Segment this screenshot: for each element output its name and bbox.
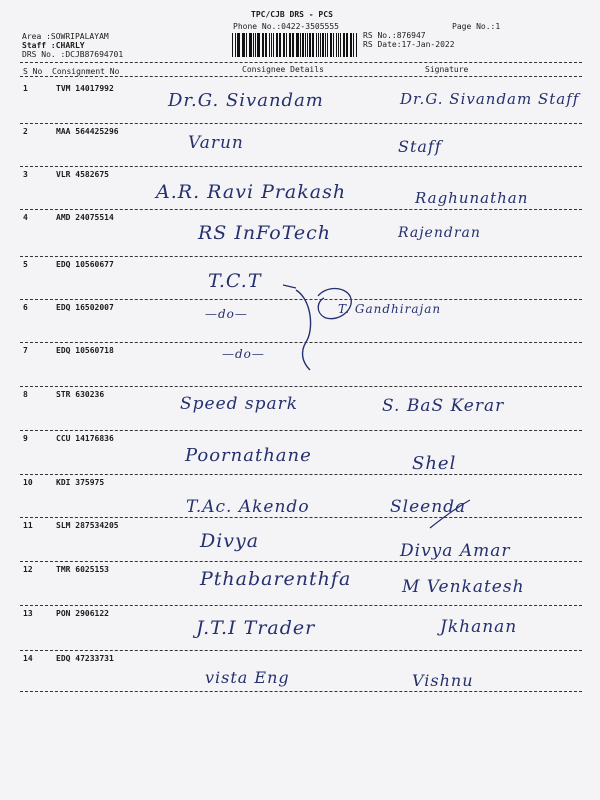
consignment-number: EDQ 16502007 (56, 303, 114, 312)
consignment-number: EDQ 10560718 (56, 346, 114, 355)
consignee-handwriting: —do— (205, 307, 248, 321)
signature-handwriting: M Venkatesh (402, 577, 525, 597)
area-field: Area :SOWRIPALAYAM (22, 32, 109, 41)
row-number: 4 (23, 213, 28, 222)
signature-handwriting: Sleenda (390, 497, 467, 517)
sheet-title: TPC/CJB DRS - PCS (251, 10, 333, 19)
rs-number: RS No.:876947 (363, 31, 426, 40)
consignee-handwriting: Speed spark (180, 394, 299, 414)
row-number: 3 (23, 170, 28, 179)
row-number: 5 (23, 260, 28, 269)
row-number: 6 (23, 303, 28, 312)
row-number: 13 (23, 609, 33, 618)
consignee-handwriting: Pthabarenthfa (200, 568, 352, 590)
consignment-number: KDI 375975 (56, 478, 105, 487)
signature-handwriting: S. BaS Kerar (382, 396, 505, 416)
signature-handwriting: Jkhanan (440, 617, 518, 637)
row-number: 1 (23, 84, 28, 93)
consignment-number: PON 2906122 (56, 609, 109, 618)
consignee-handwriting: T.Ac. Akendo (186, 497, 310, 517)
consignment-number: SLM 287534205 (56, 521, 119, 530)
consignment-number: VLR 4582675 (56, 170, 109, 179)
consignment-number: CCU 14176836 (56, 434, 114, 443)
consignee-handwriting: A.R. Ravi Prakash (156, 181, 347, 203)
row-number: 14 (23, 654, 33, 663)
signature-handwriting: Staff (398, 137, 442, 156)
row-number: 9 (23, 434, 28, 443)
row-number: 8 (23, 390, 28, 399)
phone-number: Phone No.:0422-3505555 (233, 22, 339, 31)
row-number: 12 (23, 565, 33, 574)
row-number: 2 (23, 127, 28, 136)
signature-handwriting: Rajendran (398, 225, 481, 241)
consignment-number: TMR 6025153 (56, 565, 109, 574)
page-number: Page No.:1 (452, 22, 501, 31)
consignee-handwriting: Varun (188, 133, 244, 153)
consignee-handwriting: vista Eng (205, 668, 290, 687)
column-header-consignee: Consignee Details (242, 65, 324, 74)
drs-number: DRS No. :DCJB87694701 (22, 50, 124, 59)
consignee-handwriting: RS InFoTech (198, 222, 332, 244)
consignment-number: MAA 564425296 (56, 127, 119, 136)
column-header-signature: Signature (425, 65, 469, 74)
signature-handwriting: Divya Amar (400, 541, 511, 561)
column-header-consignment: Consignment No (52, 67, 120, 76)
consignment-number: STR 630236 (56, 390, 105, 399)
staff-field: Staff :CHARLY (22, 41, 85, 50)
consignment-number: TVM 14017992 (56, 84, 114, 93)
consignee-handwriting: Dr.G. Sivandam (168, 90, 324, 111)
consignment-number: EDQ 10560677 (56, 260, 114, 269)
signature-handwriting: Raghunathan (415, 189, 529, 207)
column-header-sno: S No (23, 67, 43, 76)
consignment-number: AMD 24075514 (56, 213, 114, 222)
consignee-handwriting: Divya (200, 530, 260, 552)
signature-handwriting: Vishnu (412, 671, 474, 690)
consignee-handwriting: Poornathane (185, 445, 312, 466)
row-number: 7 (23, 346, 28, 355)
consignee-handwriting: T.C.T (208, 270, 262, 292)
consignee-handwriting: J.T.I Trader (196, 617, 316, 639)
row-number: 11 (23, 521, 33, 530)
signature-handwriting: Dr.G. Sivandam Staff (400, 90, 580, 108)
row-number: 10 (23, 478, 33, 487)
signature-handwriting: T. Gandhirajan (338, 302, 442, 316)
signature-handwriting: Shel (412, 453, 457, 474)
consignee-handwriting: —do— (222, 347, 265, 361)
rs-date: RS Date:17-Jan-2022 (363, 40, 455, 49)
consignment-number: EDQ 47233731 (56, 654, 114, 663)
